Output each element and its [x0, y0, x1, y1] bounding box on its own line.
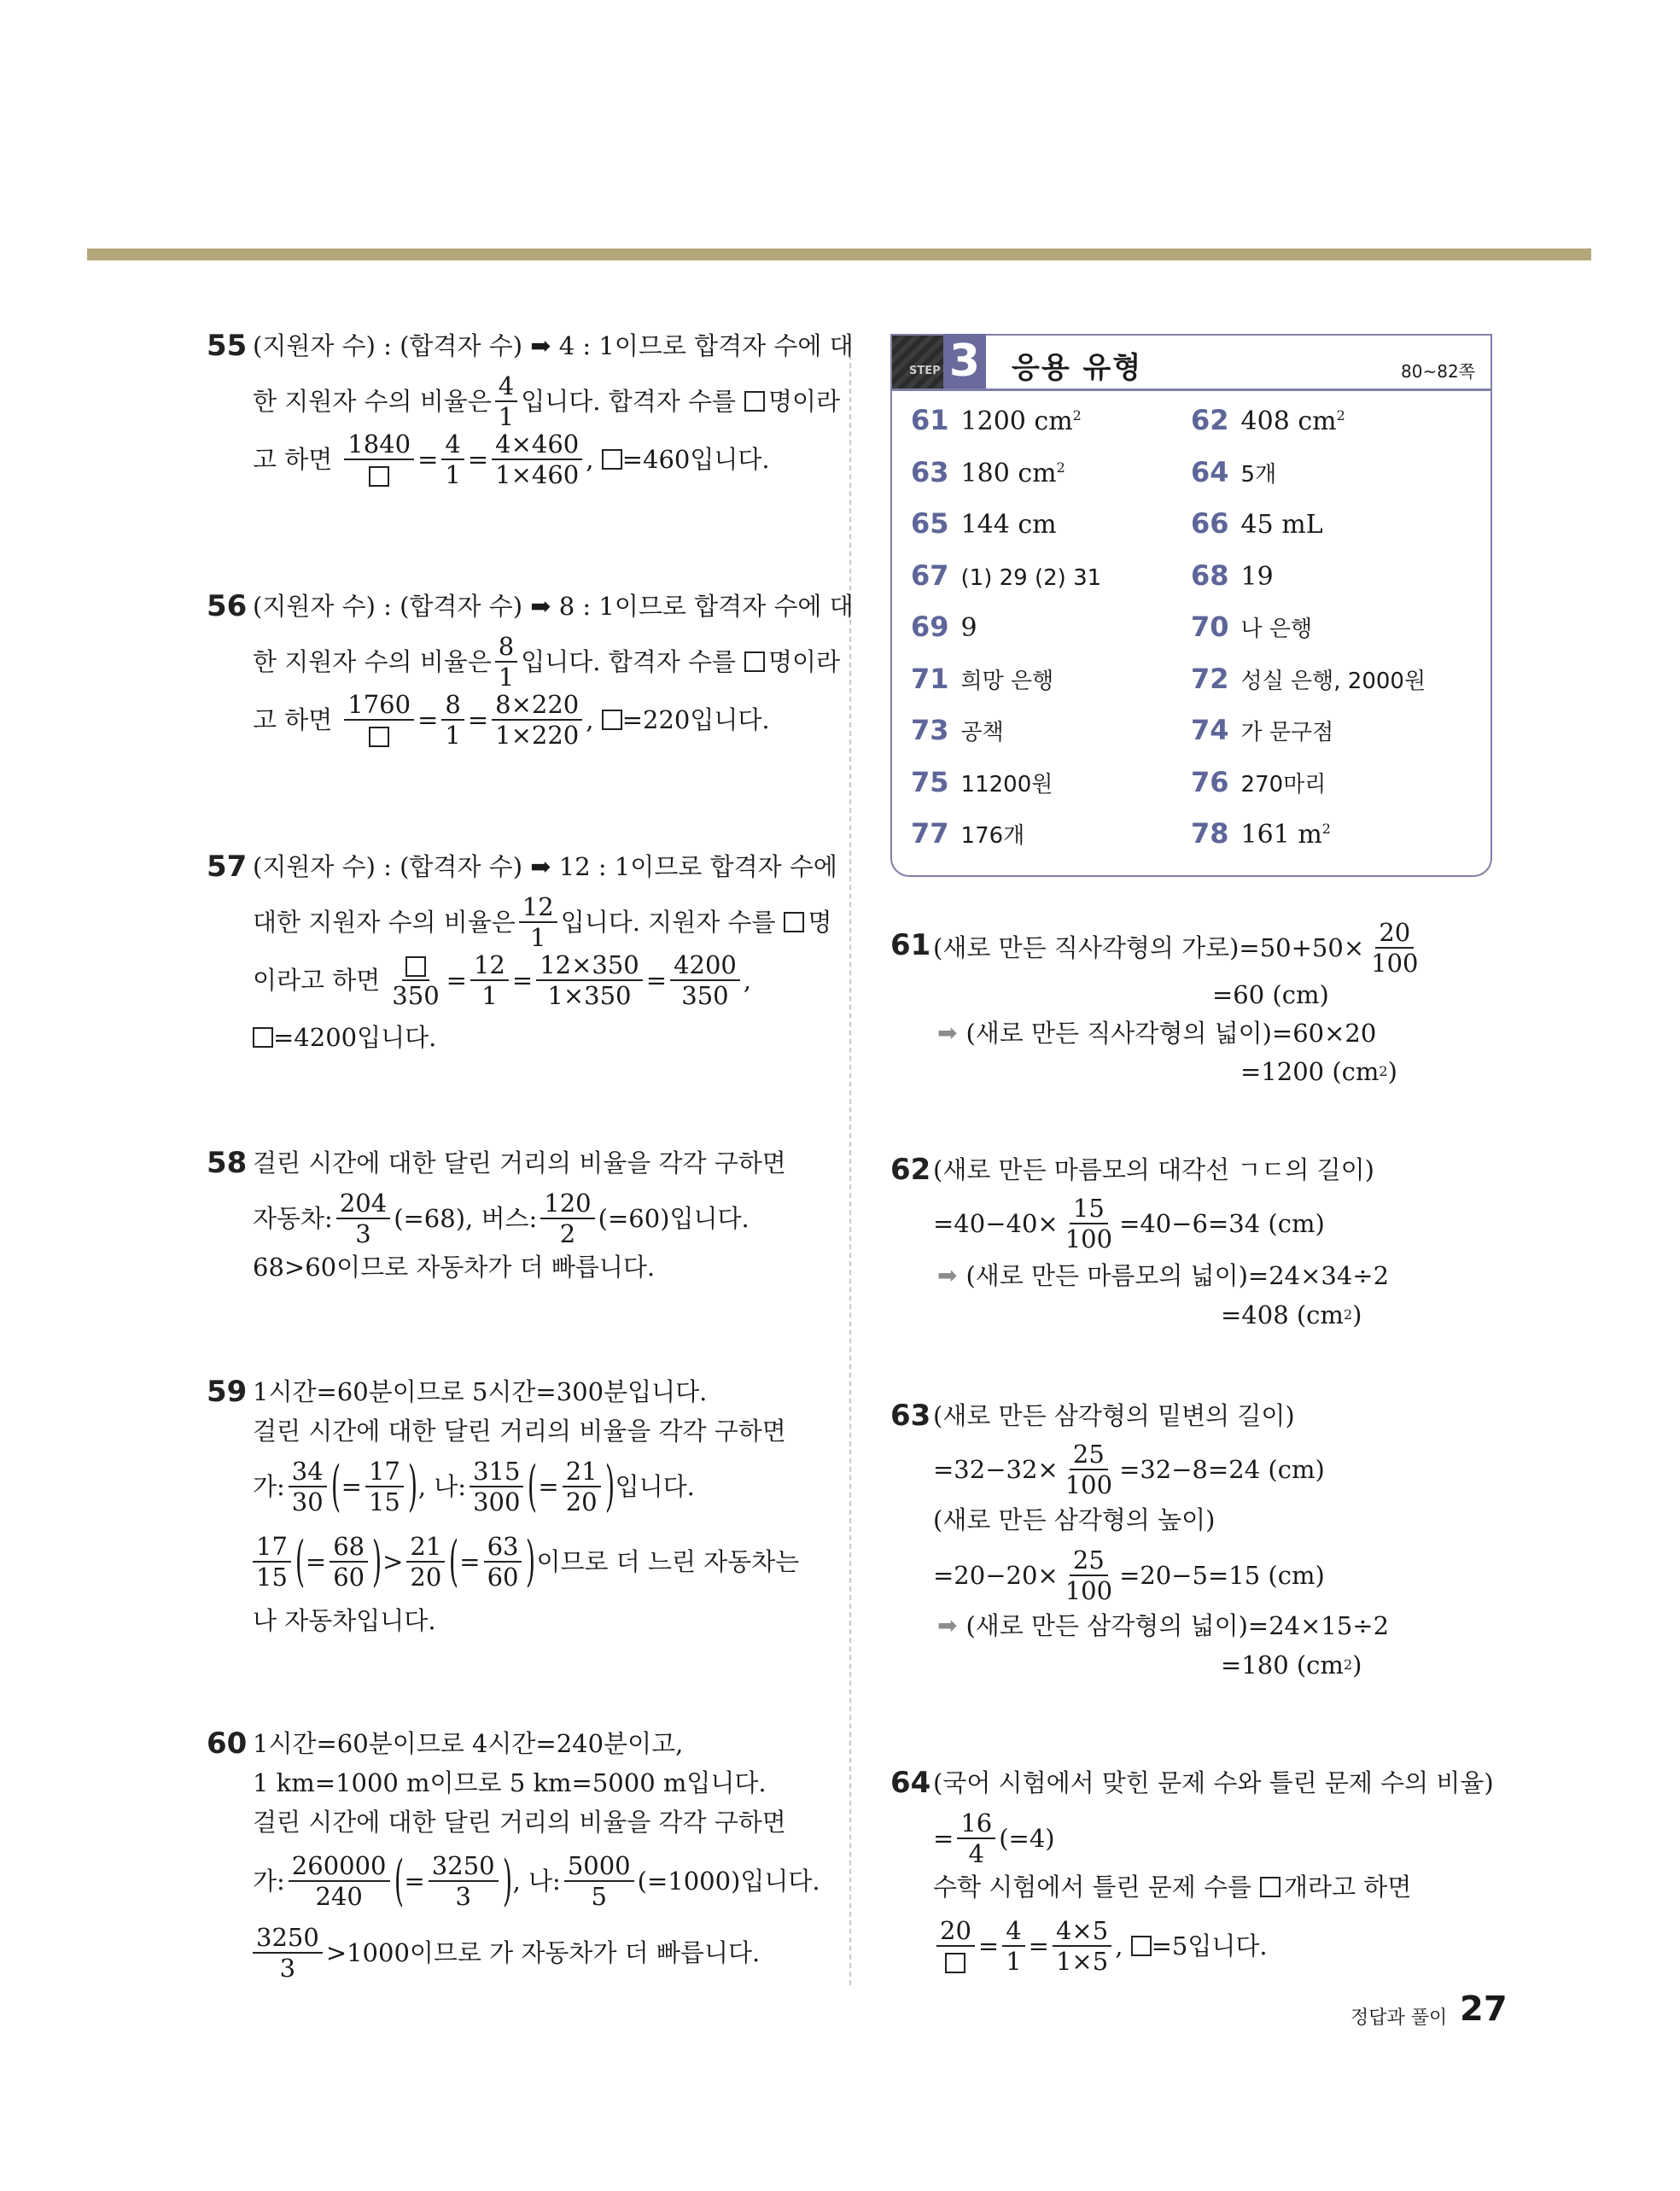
answer-value: 1200 cm [960, 406, 1073, 436]
solution-line: =4200입니다. [253, 1020, 436, 1055]
solution-line: =40−40× $\frac{15}{100}$ =40−6=34 (cm) [933, 1194, 1325, 1253]
fraction: $\frac{8\times 220}{1\times 220}$ [492, 690, 582, 750]
solution-line: $\frac{3250}{3}$ >1000이므로 가 자동차가 더 빠릅니다. [249, 1923, 760, 1983]
answer-item [911, 663, 1053, 695]
answer-value: 11200원 [960, 771, 1053, 798]
fraction: $\frac{12}{1}$ [519, 892, 557, 952]
problem-number: 63 [890, 1399, 931, 1433]
blank-box [405, 956, 426, 977]
answer-number: 64 [1191, 455, 1229, 488]
solution-line: 나 자동차입니다. [253, 1606, 436, 1635]
solution-line: =408 (cm 2 ) [1221, 1300, 1362, 1329]
answer-value: 성실 은행, 2000원 [1240, 668, 1426, 694]
fraction: $\frac{5000}{5}$ [564, 1851, 634, 1911]
answer-item [1191, 456, 1276, 488]
solution-line: 한 지원자 수의 비율은 $\frac{4}{1}$ 입니다. 합격자 수를 명이라 [253, 371, 841, 431]
fraction: 20 [936, 1916, 975, 1976]
fraction: $\frac{12\times 350}{1\times 350}$ [536, 950, 643, 1010]
problem-number: 59 [207, 1375, 248, 1409]
problem-number: 64 [890, 1766, 931, 1800]
solution-line: 이라고 하면 350 = $\frac{12}{1}$ = $\frac{12\times 350}{1\times 350}$ = $\frac{4200}{350}$ , [253, 950, 752, 1010]
problem-number: 60 [207, 1727, 248, 1761]
fraction: $\frac{21}{20}$ [563, 1457, 601, 1516]
blank-box [945, 1953, 965, 1973]
fraction: 350 [388, 950, 442, 1010]
arrow-icon: ➡ [937, 1019, 958, 1047]
problem-58 [207, 1146, 821, 1300]
fraction: $\frac{315}{300}$ [470, 1457, 523, 1516]
answer-number: 78 [1191, 817, 1229, 850]
fraction: $\frac{4\times 460}{1\times 460}$ [492, 429, 582, 489]
blank-box [369, 727, 389, 747]
fraction: $\frac{12}{1}$ [470, 950, 509, 1010]
blank-box [784, 912, 804, 932]
fraction: $\frac{8}{1}$ [495, 632, 517, 692]
fraction: $\frac{15}{100}$ [1065, 1194, 1113, 1253]
solution-line: 고 하면 1840 = $\frac{4}{1}$ = $\frac{4\times 460}{1\times 460}$ , =460입니다. [253, 429, 770, 489]
solution-line: 가: $\frac{260000}{240}$ ( = $\frac{3250}{3}$ ) , 나: $\frac{5000}{5}$ (=1000)입니다. [253, 1849, 820, 1913]
solution-line: (새로 만든 직사각형의 가로)=50+50× $\frac{20}{100}$ [933, 918, 1426, 978]
problem-number: 62 [890, 1153, 931, 1187]
answer-number: 73 [911, 714, 949, 746]
answer-number: 62 [1191, 404, 1229, 436]
top-rule [87, 248, 1591, 260]
problem-55 [207, 329, 854, 500]
solution-line: 1시간=60분이므로 5시간=300분입니다. [253, 1377, 708, 1406]
fraction: $\frac{4}{1}$ [441, 429, 464, 489]
answer-item: 78 161 $m^2$ [1191, 817, 1331, 850]
blank-box [369, 466, 389, 487]
problem-56 [207, 589, 854, 760]
answer-item: 62 408 $cm^2$ [1191, 404, 1345, 436]
solution-line: ➡ (새로 만든 마름모의 넓이)=24×34÷2 [937, 1259, 1389, 1293]
answer-item [911, 766, 1053, 798]
answer-number: 63 [911, 455, 949, 488]
answer-item: 61 1200 $cm^2$ [911, 404, 1082, 436]
solution-line: 68>60이므로 자동차가 더 빠릅니다. [253, 1253, 656, 1282]
answer-number: 61 [911, 404, 949, 436]
page-range: 80~82쪽 [1401, 361, 1475, 382]
answer-value: 180 cm [960, 458, 1057, 488]
blank-box [602, 449, 622, 470]
fraction: $\frac{34}{30}$ [289, 1457, 327, 1516]
solution-line: 가: $\frac{34}{30}$ ( = $\frac{17}{15}$ ) , 나: $\frac{315}{300}$ ( = $\frac{21}{20}$ ) 입니다. [253, 1455, 695, 1518]
problem-number: 61 [890, 928, 931, 962]
blank-box [744, 651, 765, 672]
solution-line: 걸린 시간에 대한 달린 거리의 비율을 각각 구하면 [253, 1148, 786, 1177]
answer-number: 69 [911, 611, 949, 643]
answer-item [911, 507, 1057, 540]
solution-line: 20 = $\frac{4}{1}$ = $\frac{4\times 5}{1\times 5}$ , =5입니다. [933, 1916, 1268, 1976]
fraction: $\frac{68}{60}$ [330, 1532, 368, 1592]
solution-line: 수학 시험에서 틀린 문제 수를 개라고 하면 [933, 1873, 1412, 1902]
fraction: $\frac{17}{15}$ [365, 1457, 404, 1516]
solution-line: =180 (cm 2 ) [1221, 1651, 1362, 1680]
solution-line: 한 지원자 수의 비율은 $\frac{8}{1}$ 입니다. 합격자 수를 명이라 [253, 632, 841, 692]
fraction: $\frac{4\times 5}{1\times 5}$ [1053, 1916, 1111, 1976]
solution-line: $\frac{17}{15}$ ( = $\frac{68}{60}$ ) > $\frac{21}{20}$ ( = $\frac{63}{60}$ ) 이므로 더 느린 자동차는 [249, 1532, 799, 1592]
footer-label: 정답과 풀이 [1350, 2007, 1448, 2029]
answer-number: 67 [911, 558, 949, 592]
blank-box [1260, 1877, 1280, 1897]
answer-key-panel [890, 334, 1492, 877]
blank-box [744, 391, 765, 412]
answer-item [1191, 559, 1274, 592]
arrow-icon: ➡ [937, 1261, 958, 1289]
solution-line: 자동차: $\frac{204}{3}$ (=68), 버스: $\frac{120}{2}$ (=60)입니다. [253, 1189, 750, 1248]
fraction: $\frac{4}{1}$ [495, 371, 517, 431]
blank-box [253, 1027, 273, 1048]
answer-number: 70 [1191, 611, 1229, 643]
answer-item [911, 714, 1004, 746]
problem-57 [207, 850, 837, 1072]
fraction: $\frac{25}{100}$ [1065, 1545, 1113, 1605]
answer-value: 희망 은행 [960, 668, 1054, 694]
answer-item [911, 817, 1024, 850]
arrow-icon: ➡ [937, 1611, 958, 1639]
answer-value: (1) 29 (2) 31 [960, 564, 1102, 591]
fraction: 1760 [344, 690, 414, 750]
solution-line: (국어 시험에서 맞힌 문제 수와 틀린 문제 수의 비율) [933, 1768, 1494, 1797]
solution-line: 걸린 시간에 대한 달린 거리의 비율을 각각 구하면 [253, 1808, 786, 1837]
answer-item [1191, 766, 1326, 798]
solution-line: 걸린 시간에 대한 달린 거리의 비율을 각각 구하면 [253, 1417, 786, 1446]
step-number: 3 [943, 334, 986, 389]
fraction: $\frac{4200}{350}$ [670, 950, 740, 1010]
fraction: $\frac{20}{100}$ [1371, 918, 1419, 978]
solution-line: =20−20× $\frac{25}{100}$ =20−5=15 (cm) [933, 1545, 1325, 1605]
answer-value: 가 문구점 [1240, 720, 1334, 745]
problem-number: 58 [207, 1146, 248, 1180]
fraction: $\frac{260000}{240}$ [289, 1851, 390, 1911]
answer-value: 161 m [1240, 820, 1322, 850]
problem-64 [890, 1766, 1539, 1979]
solution-line: (지원자 수) : (합격자 수) ➡ 12 : 1이므로 합격자 수에 [253, 852, 837, 881]
answer-key-title: 응용 유형 [1012, 351, 1143, 385]
answer-value: 공책 [960, 720, 1004, 745]
problem-63 [890, 1399, 1539, 1689]
fraction: $\frac{3250}{3}$ [253, 1923, 323, 1983]
problem-60 [207, 1727, 838, 1983]
fraction: $\frac{204}{3}$ [336, 1189, 390, 1248]
fraction: $\frac{25}{100}$ [1065, 1440, 1113, 1499]
blank-box [1131, 1936, 1152, 1956]
answer-value: 5개 [1240, 461, 1277, 488]
answer-item [1191, 663, 1426, 695]
solution-line: (새로 만든 삼각형의 밑변의 길이) [933, 1401, 1295, 1430]
answer-key-header [892, 336, 1490, 391]
solution-line: 대한 지원자 수의 비율은 $\frac{12}{1}$ 입니다. 지원자 수를 명 [253, 892, 832, 952]
problem-62 [890, 1153, 1539, 1341]
solution-line: 1 km=1000 m이므로 5 km=5000 m입니다. [253, 1768, 767, 1797]
answer-value: 9 [960, 613, 977, 643]
blank-box [602, 710, 622, 730]
answer-value: 408 cm [1240, 406, 1337, 436]
answer-number: 74 [1191, 714, 1229, 746]
answer-item [1191, 714, 1333, 746]
answer-item [911, 611, 977, 643]
fraction: 1840 [344, 429, 414, 489]
solution-line: =1200 (cm 2 ) [1240, 1057, 1397, 1086]
solution-line: (지원자 수) : (합격자 수) ➡ 4 : 1이므로 합격자 수에 대 [253, 331, 854, 360]
solution-line: =60 (cm) [1212, 980, 1329, 1009]
solution-line: (지원자 수) : (합격자 수) ➡ 8 : 1이므로 합격자 수에 대 [253, 592, 854, 621]
problem-number: 56 [207, 589, 248, 623]
column-divider [849, 337, 851, 1985]
answer-number: 75 [911, 765, 949, 798]
solution-line: (새로 만든 마름모의 대각선 ㄱㄷ의 길이) [933, 1155, 1374, 1184]
answer-number: 72 [1191, 662, 1229, 695]
answer-item: 63 180 $cm^2$ [911, 455, 1065, 488]
page-number: 27 [1460, 1989, 1508, 2029]
fraction: $\frac{16}{4}$ [957, 1808, 995, 1868]
solution-line: 고 하면 1760 = $\frac{8}{1}$ = $\frac{8\times 220}{1\times 220}$ , =220입니다. [253, 690, 770, 750]
answer-value: 270마리 [1240, 771, 1327, 798]
fraction: $\frac{120}{2}$ [540, 1189, 594, 1248]
solution-line: =32−32× $\frac{25}{100}$ =32−8=24 (cm) [933, 1440, 1325, 1499]
answer-value: 45 mL [1240, 510, 1323, 540]
answer-number: 68 [1191, 558, 1229, 592]
solution-line: (새로 만든 삼각형의 높이) [933, 1505, 1216, 1534]
fraction: $\frac{8}{1}$ [441, 690, 464, 750]
answer-item [1191, 507, 1323, 540]
answer-value: 144 cm [960, 510, 1057, 540]
solution-line: 1시간=60분이므로 4시간=240분이고, [253, 1729, 684, 1758]
solution-line: ➡ (새로 만든 직사각형의 넓이)=60×20 [937, 1016, 1376, 1050]
fraction: $\frac{4}{1}$ [1002, 1916, 1024, 1976]
solution-line: ➡ (새로 만든 삼각형의 넓이)=24×15÷2 [937, 1609, 1389, 1643]
problem-number: 55 [207, 329, 248, 363]
answer-number: 66 [1191, 507, 1229, 540]
answer-value: 176개 [960, 823, 1025, 849]
fraction: $\frac{3250}{3}$ [429, 1851, 499, 1911]
answer-number: 76 [1191, 765, 1229, 798]
fraction: $\frac{21}{20}$ [406, 1532, 445, 1592]
fraction: $\frac{63}{60}$ [484, 1532, 522, 1592]
step-badge: STEP [892, 336, 957, 389]
problem-59 [207, 1375, 838, 1648]
problem-number: 57 [207, 850, 248, 884]
fraction: $\frac{17}{15}$ [253, 1532, 291, 1592]
answer-number: 77 [911, 817, 949, 850]
answer-item [1191, 611, 1312, 643]
solution-line: = $\frac{16}{4}$ (=4) [933, 1808, 1055, 1868]
answer-value: 19 [1240, 561, 1274, 592]
answer-number: 65 [911, 507, 949, 540]
answer-number: 71 [911, 662, 949, 695]
problem-61 [890, 909, 1539, 1097]
answer-value: 나 은행 [1240, 616, 1313, 642]
answer-item [911, 559, 1101, 592]
